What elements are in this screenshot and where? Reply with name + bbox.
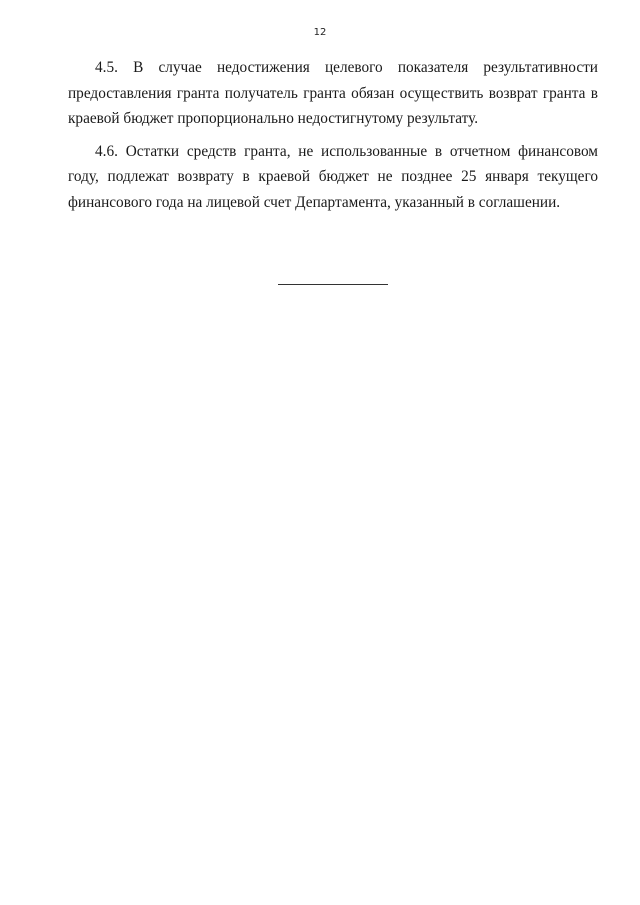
document-body <box>68 55 598 215</box>
paragraph-4-5: 4.5. В случае недостижения целевого показателя результативности предоставления гранта получатель гранта обязан осуществить возврат гранта в краевой бюджет пропорционально недостигнутому результату. <box>68 59 598 127</box>
page-number: 12 <box>313 27 327 38</box>
end-of-document-rule <box>278 284 388 285</box>
paragraph-4-6: 4.6. Остатки средств гранта, не использованные в отчетном финансовом году, подлежат возврату в краевой бюджет не позднее 25 января текущего финансового года на лицевой счет Департамента, указанный в соглашении. <box>68 142 598 211</box>
